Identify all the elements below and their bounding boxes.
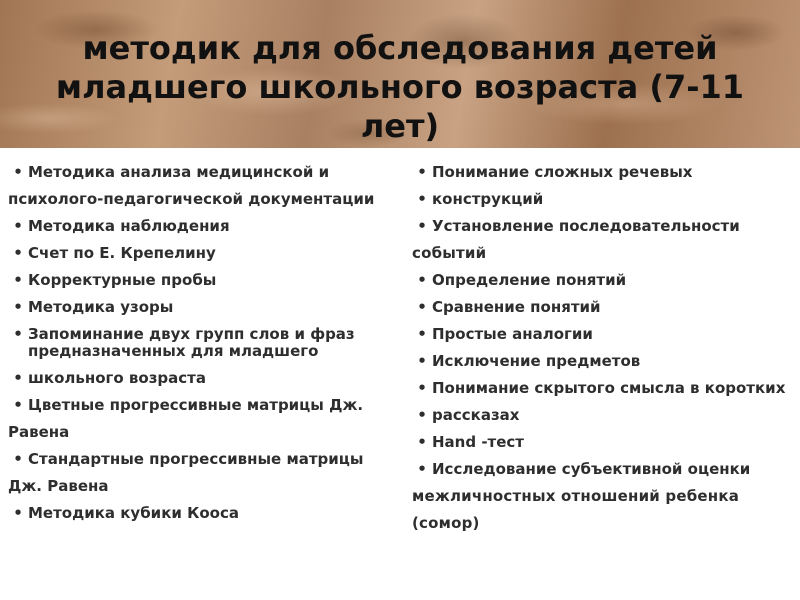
list-item [412, 269, 800, 296]
list-item-text: Hand -тест [432, 433, 524, 451]
list-item [412, 404, 800, 431]
list-item [412, 377, 800, 404]
list-item [412, 458, 800, 485]
bullet-icon: • [13, 163, 23, 181]
list-item-text: Установление последовательности [432, 217, 740, 235]
list-item-text: Методика анализа медицинской и [28, 163, 330, 181]
list-item [8, 502, 392, 529]
list-item [8, 394, 392, 421]
bullet-icon: • [417, 190, 427, 208]
list-item-text: школьного возраста [28, 369, 207, 387]
list-item-continuation: психолого-педагогической документации [8, 190, 375, 208]
list-item-text: Исследование субъективной оценки [432, 460, 751, 478]
list-item-continuation: Дж. Равена [8, 477, 109, 495]
title-banner [0, 0, 800, 148]
bullet-icon: • [417, 325, 427, 343]
bullet-icon: • [13, 504, 23, 522]
list-item-text: Методика наблюдения [28, 217, 230, 235]
slide-title-line-2: младшего школьного возраста (7-11 [55, 68, 745, 106]
list-item-text: Методика кубики Кооса [28, 504, 239, 522]
left-method-list [8, 161, 392, 529]
list-item [8, 448, 392, 475]
list-item [8, 323, 392, 367]
bullet-icon: • [417, 433, 427, 451]
list-item-text: Определение понятий [432, 271, 627, 289]
bullet-icon: • [417, 352, 427, 370]
list-item-text: Цветные прогрессивные матрицы Дж. [28, 396, 364, 414]
list-item-text: конструкций [432, 190, 544, 208]
list-item [8, 269, 392, 296]
list-item-text: Методика узоры [28, 298, 174, 316]
list-item-text: Сравнение понятий [432, 298, 601, 316]
list-item-text: Стандартные прогрессивные матрицы [28, 450, 364, 468]
bullet-icon: • [417, 406, 427, 424]
list-item-text: Корректурные пробы [28, 271, 217, 289]
bullet-icon: • [13, 325, 23, 343]
bullet-icon: • [13, 450, 23, 468]
list-item [8, 161, 392, 188]
list-item [8, 215, 392, 242]
list-item [8, 242, 392, 269]
list-item [412, 215, 800, 242]
slide-title-line-3: лет) [360, 107, 440, 145]
right-method-list [412, 161, 800, 539]
list-item-text: Понимание скрытого смысла в коротких [432, 379, 786, 397]
bullet-icon: • [13, 298, 23, 316]
list-item [412, 431, 800, 458]
list-item [412, 350, 800, 377]
bullet-icon: • [13, 217, 23, 235]
bullet-icon: • [13, 396, 23, 414]
list-item-continuation: межличностных отношений ребенка [412, 487, 740, 505]
bullet-icon: • [417, 460, 427, 478]
bullet-icon: • [13, 271, 23, 289]
bullet-icon: • [13, 369, 23, 387]
bullet-icon: • [417, 271, 427, 289]
bullet-icon: • [417, 379, 427, 397]
list-item [412, 296, 800, 323]
list-item-continuation: (сомор) [412, 514, 480, 532]
list-item [412, 161, 800, 188]
bullet-icon: • [417, 163, 427, 181]
list-item-text: Счет по Е. Крепелину [28, 244, 216, 262]
list-item [8, 367, 392, 394]
bullet-icon: • [417, 217, 427, 235]
list-item-text: Простые аналогии [432, 325, 593, 343]
list-item-text: Понимание сложных речевых [432, 163, 693, 181]
list-item [412, 188, 800, 215]
bullet-icon: • [417, 298, 427, 316]
list-item-text: Исключение предметов [432, 352, 641, 370]
list-item-continuation: Равена [8, 423, 70, 441]
list-item-text: Запоминание двух групп слов и фраз предназначенных для младшего [28, 325, 355, 360]
list-item [8, 296, 392, 323]
bullet-icon: • [13, 244, 23, 262]
list-item-text: рассказах [432, 406, 520, 424]
list-item-continuation: событий [412, 244, 487, 262]
list-item [412, 323, 800, 350]
slide-title-line-1: методик для обследования детей [82, 29, 718, 67]
